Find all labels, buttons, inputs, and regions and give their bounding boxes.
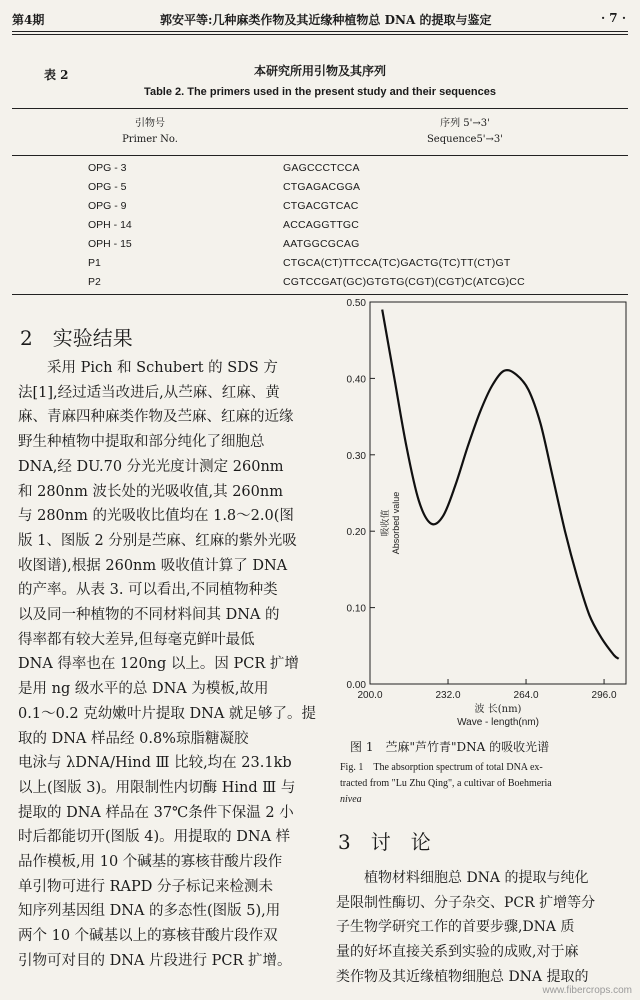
y-tick-label: 0.00 <box>346 680 366 691</box>
primer-sequence: AATGGCGCAG <box>283 238 360 250</box>
table-row <box>0 235 640 254</box>
col-header-sequence-en: Sequence5'→3' <box>426 134 504 145</box>
table-bottom-rule <box>12 294 628 295</box>
body-line: 收图谱),根据 260nm 吸收值计算了 DNA <box>18 557 288 574</box>
issue-number: 第4期 <box>12 13 45 27</box>
body-line: 的产率。从表 3. 可以看出,不同植物种类 <box>18 582 278 599</box>
body-line: 版 1、图版 2 分别是苎麻、红麻的紫外光吸 <box>18 532 297 549</box>
y-tick-label: 0.10 <box>346 603 366 615</box>
body-line: 以上(图版 3)。用限制性内切酶 Hind Ⅲ 与 <box>18 779 296 796</box>
primer-id: OPG - 5 <box>88 181 127 193</box>
y-axis-label-cn: 吸收值 <box>381 509 391 537</box>
table-title-en: Table 2. The primers used in the present study and their sequences <box>144 86 496 98</box>
y-tick-label: 0.50 <box>346 298 366 309</box>
x-axis-label-cn: 波 长(nm) <box>474 704 522 715</box>
body-line: 得率都有较大差异,但每毫克鲜叶最低 <box>18 631 255 648</box>
body-line: DNA 得率也在 120ng 以上。因 PCR 扩增 <box>18 656 299 673</box>
y-tick-label: 0.30 <box>346 450 366 462</box>
body-line: 类作物及其近缘植物细胞总 DNA 提取的 <box>336 968 589 985</box>
table-title-cn: 本研究所用引物及其序列 <box>253 64 386 78</box>
body-line: 植物材料细胞总 DNA 的提取与纯化 <box>336 870 589 886</box>
x-tick-label: 264.0 <box>513 690 539 701</box>
figure-caption-en <box>340 760 632 808</box>
body-line: 引物可对目的 DNA 片段进行 PCR 扩增。 <box>18 952 292 969</box>
primer-sequence: CTGACGTCAC <box>283 200 359 212</box>
table-row <box>0 159 640 178</box>
body-line: DNA,经 DU.70 分光光度计测定 260nm <box>18 458 284 475</box>
body-line: 0.1～0.2 克幼嫩叶片提取 DNA 就足够了。提取的 DNA 样品经 0.8%琼脂糖凝胶 <box>18 705 316 747</box>
header-rule <box>12 31 628 32</box>
col-header-primer-en: Primer No. <box>122 134 178 145</box>
table-row <box>0 178 640 197</box>
body-line: 时后都能切开(图版 4)。用提取的 DNA 样 <box>18 829 291 846</box>
body-line: 子生物学研究工作的首要步骤,DNA 质 <box>336 919 575 936</box>
primer-id: OPG - 3 <box>88 162 127 174</box>
body-line: 与 280nm 的光吸收比值均在 1.8～2.0(图 <box>18 508 294 525</box>
caption-en-line: Fig. 1 The absorption spectrum of total DNA ex- <box>340 762 543 773</box>
col-header-primer <box>90 116 210 148</box>
body-line: 品作模板,用 10 个碱基的寡核苷酸片段作 <box>18 854 283 871</box>
body-line: 提取的 DNA 样品在 37℃条件下保温 2 小 <box>18 804 294 821</box>
body-line: 以及同一种植物的不同材料间其 DNA 的 <box>18 607 280 624</box>
table-row <box>0 216 640 235</box>
x-tick-label: 296.0 <box>591 690 617 701</box>
x-tick-label: 200.0 <box>357 690 383 701</box>
col-header-primer-cn: 引物号 <box>135 118 165 129</box>
spectrum-line <box>382 310 619 659</box>
primer-id: OPG - 9 <box>88 200 127 212</box>
page-number: · 7 · <box>600 11 626 25</box>
primer-id: P2 <box>88 276 101 288</box>
primer-sequence: CGTCCGAT(GC)GTGTG(CGT)(CGT)C(ATCG)CC <box>283 276 525 288</box>
col-header-sequence <box>380 116 550 148</box>
body-line: 是限制性酶切、分子杂交、PCR 扩增等分 <box>336 894 596 911</box>
col-header-sequence-cn: 序列 5'→3' <box>440 118 490 129</box>
table-row <box>0 197 640 216</box>
table-row <box>0 254 640 273</box>
figure-caption-cn: 图 1 苎麻"芦竹青"DNA 的吸收光谱 <box>350 740 550 754</box>
section-3-body <box>336 866 632 990</box>
primer-sequence: CTGAGACGGA <box>283 181 361 193</box>
section-2-body <box>18 356 316 974</box>
primer-id: OPH - 15 <box>88 238 132 250</box>
table-label: 表 2 <box>44 68 69 82</box>
y-axis-label <box>379 492 401 555</box>
header-rule-2 <box>12 34 628 35</box>
body-line: 野生种植物中提取和部分纯化了细胞总 <box>18 434 265 451</box>
body-line: 是用 ng 级水平的总 DNA 为模板,故用 <box>18 681 269 698</box>
x-axis-label-en: Wave - length(nm) <box>457 717 539 728</box>
caption-en-line: tracted from "Lu Zhu Qing", a cultivar of Boehmeria <box>340 778 552 789</box>
table-top-rule <box>12 108 628 109</box>
y-tick-label: 0.40 <box>346 374 366 386</box>
body-line: 量的好坏直接关系到实验的成败,对于麻 <box>336 944 579 961</box>
table-header-rule <box>12 155 628 156</box>
running-header <box>10 8 630 30</box>
body-line: 采用 Pich 和 Schubert 的 SDS 方 <box>18 360 278 376</box>
absorption-spectrum-chart <box>328 296 634 728</box>
primer-table-body <box>0 159 640 292</box>
body-line: 麻、青麻四种麻类作物及苎麻、红麻的近缘 <box>18 409 294 426</box>
running-title: 郭安平等:几种麻类作物及其近缘种植物总 DNA 的提取与鉴定 <box>160 13 492 27</box>
y-axis-label-en: Absorbed value <box>391 491 401 555</box>
primer-id: OPH - 14 <box>88 219 132 231</box>
x-tick-label: 232.0 <box>435 690 461 701</box>
body-line: 知序列基因组 DNA 的多态性(图版 5),用 <box>18 903 281 920</box>
watermark: www.fibercrops.com <box>542 985 632 996</box>
body-line: 法[1],经过适当改进后,从苎麻、红麻、黄 <box>18 384 280 401</box>
table-row <box>0 273 640 292</box>
section-2-heading: 2 实验结果 <box>20 326 133 350</box>
body-line: 和 280nm 波长处的光吸收值,其 260nm <box>18 483 283 500</box>
primer-id: P1 <box>88 257 101 269</box>
plot-frame <box>370 302 626 684</box>
primer-sequence: CTGCA(CT)TTCCA(TC)GACTG(TC)TT(CT)GT <box>283 257 511 269</box>
caption-en-line: nivea <box>340 794 362 805</box>
primer-sequence: ACCAGGTTGC <box>283 219 360 231</box>
body-line: 单引物可进行 RAPD 分子标记来检测未 <box>18 878 273 895</box>
y-tick-label: 0.20 <box>346 527 366 539</box>
body-line: 电泳与 λDNA/Hind Ⅲ 比较,均在 23.1kb <box>18 755 292 772</box>
body-line: 两个 10 个碱基以上的寡核苷酸片段作双 <box>18 928 278 945</box>
primer-sequence: GAGCCCTCCA <box>283 162 360 174</box>
section-3-heading: 3 讨 论 <box>338 830 431 854</box>
